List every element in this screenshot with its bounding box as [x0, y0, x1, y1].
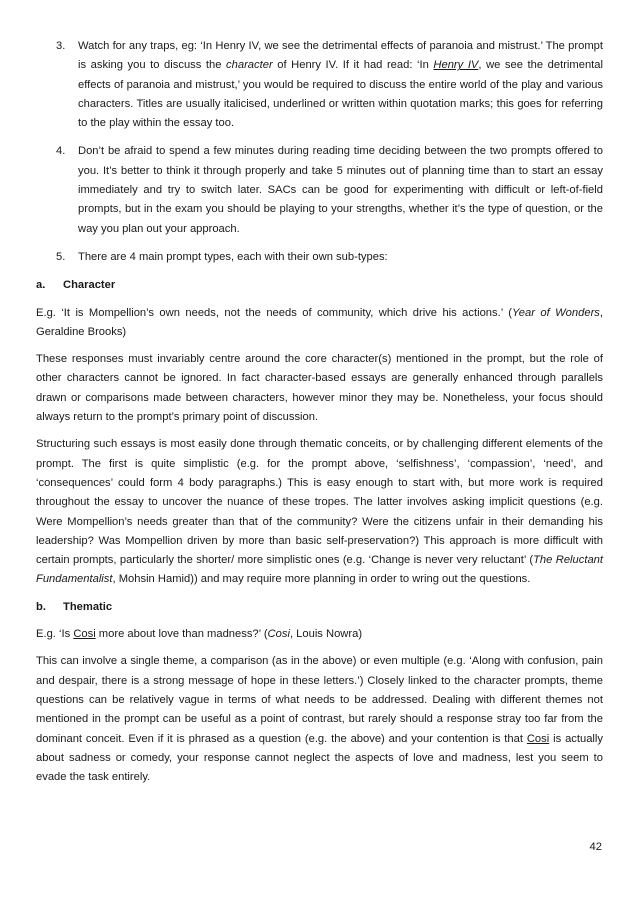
list-number: 3. — [56, 40, 66, 52]
section-letter: b. — [36, 600, 46, 613]
item-text: , we see the detrimental effects of paranoia and mistrust,’ you would be required to discuss the entire world of the play and various characters. Titles are usually italicised, underlined or written within quotation marks; this goes for referring to the play within the essay too. — [78, 59, 603, 130]
book-title: The Reluctant Fundamentalist — [36, 554, 603, 586]
book-title: Year of Wonders — [511, 306, 600, 319]
section-heading-thematic — [36, 598, 603, 617]
list-item-4 — [36, 142, 603, 238]
page-number: 42 — [589, 841, 602, 853]
section-letter: a. — [36, 279, 46, 292]
item-text: Don’t be afraid to spend a few minutes during reading time deciding between the two prompts offered to you. It’s better to think it through properly and take 5 minutes out of planning time than to start an essay immediately and try to switch later. SACs can be good for experimenting with difficult or left-of-field prompts, but in the exam you should be playing to your strengths, whether it’s the type of question, or the way you plan out your approach. — [78, 145, 603, 235]
example-prompt: E.g. ‘Is Cosi more about love than madness?’ (Cosi, Louis Nowra) — [36, 628, 363, 641]
list-item-5 — [36, 248, 603, 267]
title-reference: Cosi — [526, 732, 550, 745]
list-item-3 — [36, 37, 603, 133]
section-title: Thematic — [63, 600, 113, 613]
page-content — [36, 37, 603, 795]
paragraph: Structuring such essays is most easily done through thematic conceits, or by challenging different elements of the prompt. The first is quite simplistic (e.g. for the prompt above, ‘selfishness’, ‘compassion’, ‘need’, and ‘consequences’ could form 4 body paragraphs.) This is easy enough to start with, but more work is required throughout the essay to uncover the nuance of these tropes. The latter involves asking implicit questions (e.g. Were Mompellion’s needs greater than that of the community? Were the citizens unfair in their demanding his leadership? Was Mompellion driven by more than basic self-preservation?) This approach is more difficult with certain prompts, particularly the shorter/ more simplistic ones (e.g. ‘Change is never very reluctant’ (The Reluctant Fundamentalist, Mohsin Hamid)) and may require more planning in order to wring out the questions. — [36, 438, 603, 586]
title-reference: Henry IV — [433, 59, 479, 72]
section-heading-character — [36, 276, 603, 295]
paragraph: These responses must invariably centre around the core character(s) mentioned in the prompt, but the role of other characters cannot be ignored. In fact character-based essays are generally enhanced through parallels drawn or comparisons made between characters, however minor they may be. Nonetheless, your focus should always return to the prompt’s primary point of discussion. — [36, 353, 603, 424]
book-title: Cosi — [267, 628, 290, 641]
paragraph: This can involve a single theme, a comparison (as in the above) or even multiple (e.g. ‘Along with confusion, pain and despair, there is a strong message of hope in these letters.’) Closely linked to the character prompts, theme questions can be relatively vague in terms of what needs to be addressed. Dealing with different themes not mentioned in the prompt can be useful as a point of contrast, but rarely should a response stray too far from the dominant conceit. Even if it is phrased as a question (e.g. the above) and your contention is that Cosi is actually about sadness or comedy, your response cannot neglect the aspects of love and madness, lest you seem to evade the task entirely. — [36, 655, 604, 784]
section-title: Character — [63, 279, 116, 292]
example-prompt: E.g. ‘It is Mompellion’s own needs, not the needs of community, which drive his actions.’ (Year of Wonders, Geraldine Brooks) — [36, 306, 603, 338]
item-text: There are 4 main prompt types, each with their own sub-types: — [78, 250, 388, 263]
list-number: 4. — [56, 145, 66, 158]
title-reference: Cosi — [73, 628, 96, 641]
item-emphasis: character — [226, 59, 273, 72]
list-number: 5. — [56, 250, 66, 263]
item-text: of Henry IV. If it had read: ‘In — [272, 59, 434, 72]
item-text: Watch for any traps, eg: ‘In Henry IV, we see the detrimental effects of paranoia and mistrust.’ The prompt is asking you to discuss the — [78, 40, 603, 72]
